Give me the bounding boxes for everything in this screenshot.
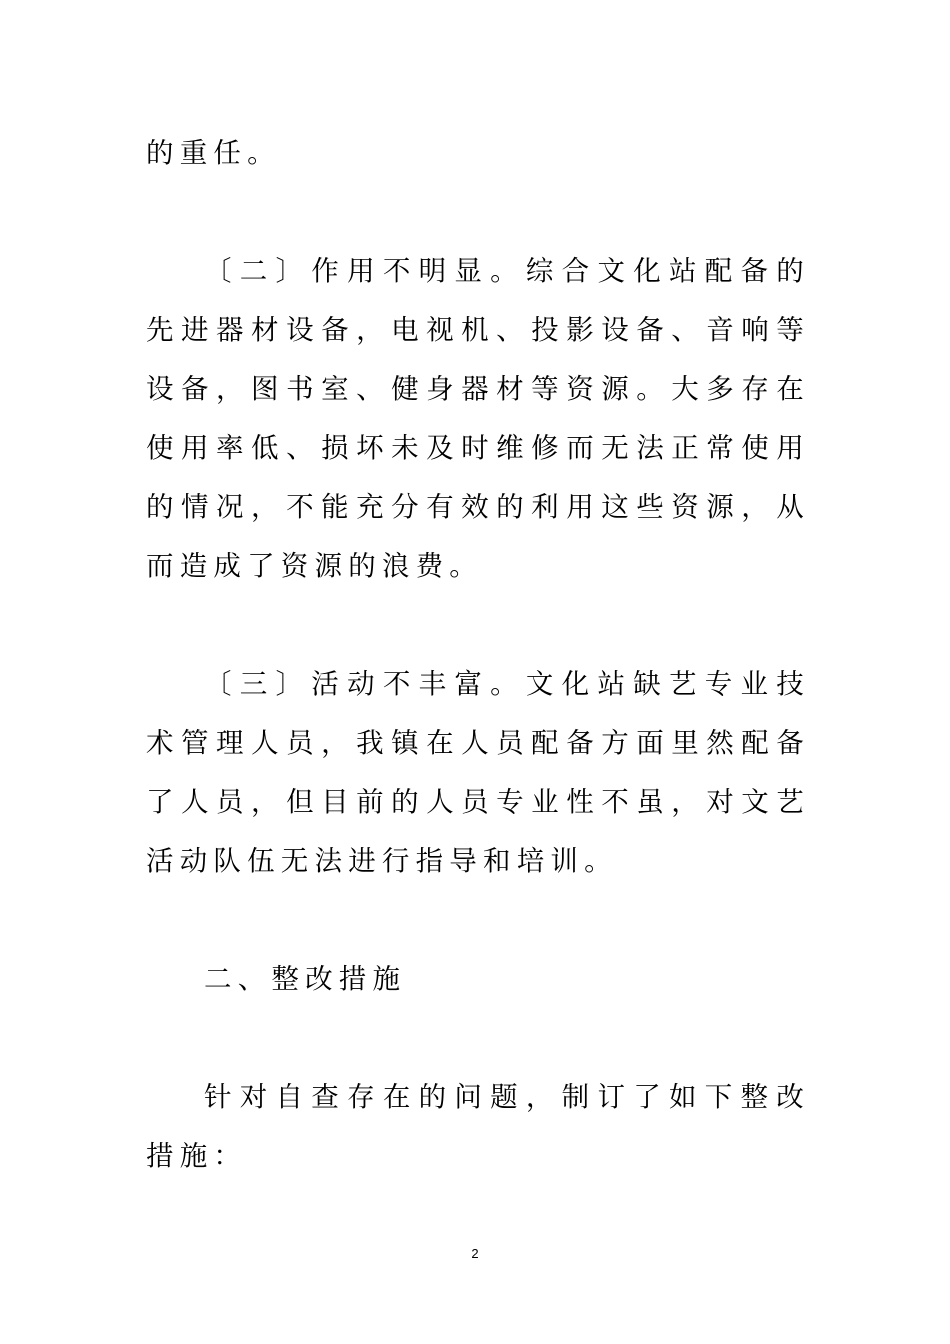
document-body	[146, 124, 810, 1186]
section-heading: 二、整改措施	[204, 963, 407, 995]
paragraph-section-3: 〔三〕活动不丰富。文化站缺艺专业技术管理人员，我镇在人员配备方面里然配备了人员，但目前的人员专业性不虽，对文艺活动队伍无法进行指导和培训。	[146, 668, 810, 877]
paragraph-section-2: 〔二〕作用不明显。综合文化站配备的先进器材设备，电视机、投影设备、音响等设备，图书室、健身器材等资源。大多存在使用率低、损坏未及时维修而无法正常使用的情况，不能充分有效的利用这些资源，从而造成了资源的浪费。	[146, 255, 810, 582]
paragraph-continuation: 的重任。	[146, 137, 281, 169]
page-number: 2	[471, 1246, 479, 1261]
paragraph-intro: 针对自查存在的问题，制订了如下整改措施：	[146, 1081, 810, 1172]
